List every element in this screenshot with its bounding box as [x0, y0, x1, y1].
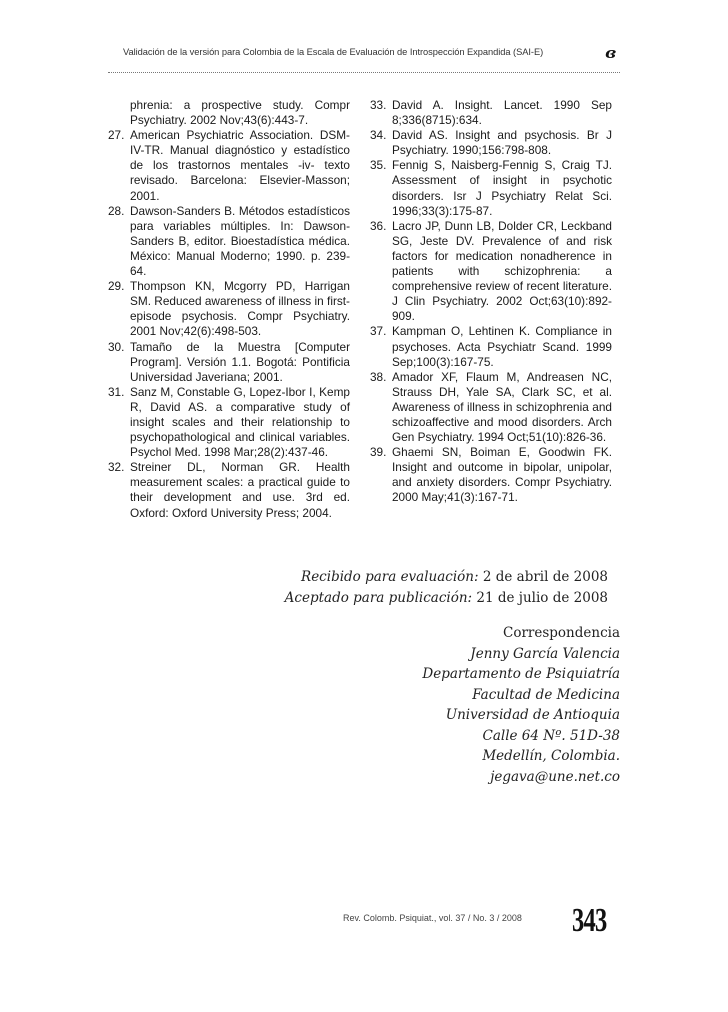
accepted-line: [285, 588, 608, 609]
received-date: 2 de abril de 2008: [482, 569, 608, 585]
reference-number: 27.: [108, 128, 125, 143]
reference-text: Tamaño de la Muestra [Computer Program]. Versión 1.1. Bogotá: Pontificia Universidad Javeriana; 2001.: [130, 339, 350, 384]
reference-number: 34.: [370, 128, 387, 143]
reference-number: 38.: [370, 369, 387, 384]
footer-citation: Rev. Colomb. Psiquiat., vol. 37 / No. 3 / 2008: [343, 913, 522, 923]
reference-text: David A. Insight. Lancet. 1990 Sep 8;336(8715):634.: [392, 98, 612, 128]
references-column-right: [370, 98, 612, 506]
reference-text: Ghaemi SN, Boiman E, Goodwin FK. Insight and outcome in bipolar, unipolar, and anxiety disorders. Compr Psychiatry. 2000 May;41(3):167-71.: [392, 445, 612, 505]
received-line: [285, 567, 608, 588]
reference-number: 36.: [370, 218, 387, 233]
reference-text: Kampman O, Lehtinen K. Compliance in psychoses. Acta Psychiatr Scand. 1999 Sep;100(3):167-75.: [392, 324, 612, 369]
reference-text: Streiner DL, Norman GR. Health measurement scales: a practical guide to their development and use. 3rd ed. Oxford: Oxford University Press; 2004.: [130, 460, 350, 520]
reference-number: 29.: [108, 279, 125, 294]
reference-item: [370, 370, 612, 445]
reference-item: [108, 98, 350, 128]
correspondence-faculty: Facultad de Medicina: [472, 686, 620, 703]
reference-text: Sanz M, Constable G, Lopez-Ibor I, Kemp R, David AS. a comparative study of insight scales and their relationship to psychopathological and clinical variables. Psychol Med. 1998 Mar;28(2):437-46.: [130, 384, 350, 460]
reference-text: Fennig S, Naisberg-Fennig S, Craig TJ. Assessment of insight in psychotic disorders. Isr J Psychiatry Relat Sci. 1996;33(3):175-87.: [392, 158, 612, 218]
reference-text: Amador XF, Flaum M, Andreasen NC, Strauss DH, Yale SA, Clark SC, et al. Awareness of illness in schizophrenia and schizoaffective and mood disorders. Arch Gen Psychiatry. 1994 Oct;51(10):826-36.: [392, 369, 612, 445]
correspondence-department: Departamento de Psiquiatría: [422, 666, 620, 682]
reference-text: American Psychiatric Association. DSM-IV-TR. Manual diagnóstico y estadístico de los trastornos mentales -iv- texto revisado. Barcelona: Elsevier-Masson; 2001.: [130, 128, 350, 203]
correspondence-email[interactable]: jegava@une.net.co: [490, 768, 620, 785]
reference-number: 32.: [108, 460, 125, 475]
reference-text: Dawson-Sanders B. Métodos estadísticos para variables múltiples. In: Dawson-Sanders B, editor. Bioestadística médica. México: Manual Moderno; 1990. p. 239-64.: [130, 203, 350, 279]
correspondence-name: Jenny García Valencia: [470, 645, 620, 662]
correspondence-street: Calle 64 Nº. 51D-38: [482, 727, 620, 744]
reference-text: David AS. Insight and psychosis. Br J Psychiatry. 1990;156:798-808.: [392, 128, 612, 158]
accepted-date: 21 de julio de 2008: [476, 590, 608, 606]
running-header: [108, 43, 620, 63]
correspondence-university: Universidad de Antioquia: [445, 707, 620, 723]
received-block: [285, 567, 608, 609]
reference-item: [370, 219, 612, 325]
journal-logo-icon: ɞ: [605, 44, 616, 62]
header-divider: [108, 72, 620, 73]
reference-item: [108, 385, 350, 460]
reference-number: 37.: [370, 324, 387, 339]
reference-item: [108, 340, 350, 385]
correspondence-heading: Correspondencia: [503, 625, 620, 641]
reference-number: 39.: [370, 445, 387, 460]
received-label: Recibido para evaluación:: [301, 569, 479, 585]
reference-text: Thompson KN, Mcgorry PD, Harrigan SM. Reduced awareness of illness in first-episode psychosis. Compr Psychiatry. 2001 Nov;42(6):498-503.: [130, 279, 350, 339]
accepted-label: Aceptado para publicación:: [284, 590, 473, 606]
reference-item: [370, 445, 612, 505]
reference-item: [108, 128, 350, 203]
reference-item: [108, 460, 350, 520]
reference-number: 33.: [370, 98, 387, 112]
correspondence-city: Medellín, Colombia.: [482, 748, 620, 764]
correspondence-block: [422, 623, 620, 787]
reference-item: [108, 279, 350, 339]
running-title: Validación de la versión para Colombia de la Escala de Evaluación de Introspección Expandida (SAI-E): [123, 47, 544, 57]
reference-text: Lacro JP, Dunn LB, Dolder CR, Leckband SG, Jeste DV. Prevalence of and risk factors for medication nonadherence in patients with schizophrenia: a comprehensive review of recent literature. J Clin Psychiatry. 2002 Oct;63(10):892-909.: [392, 218, 612, 324]
reference-number: 28.: [108, 203, 125, 218]
reference-item: [108, 204, 350, 279]
reference-number: 30.: [108, 339, 125, 354]
reference-item: [370, 158, 612, 218]
reference-item: [370, 324, 612, 369]
reference-item: [370, 128, 612, 158]
references-column-left: [108, 98, 350, 521]
reference-text: phrenia: a prospective study. Compr Psychiatry. 2002 Nov;43(6):443-7.: [130, 98, 350, 128]
reference-item: [370, 98, 612, 128]
page-number: 343: [572, 902, 607, 939]
reference-number: 31.: [108, 384, 125, 399]
reference-number: 35.: [370, 158, 387, 173]
